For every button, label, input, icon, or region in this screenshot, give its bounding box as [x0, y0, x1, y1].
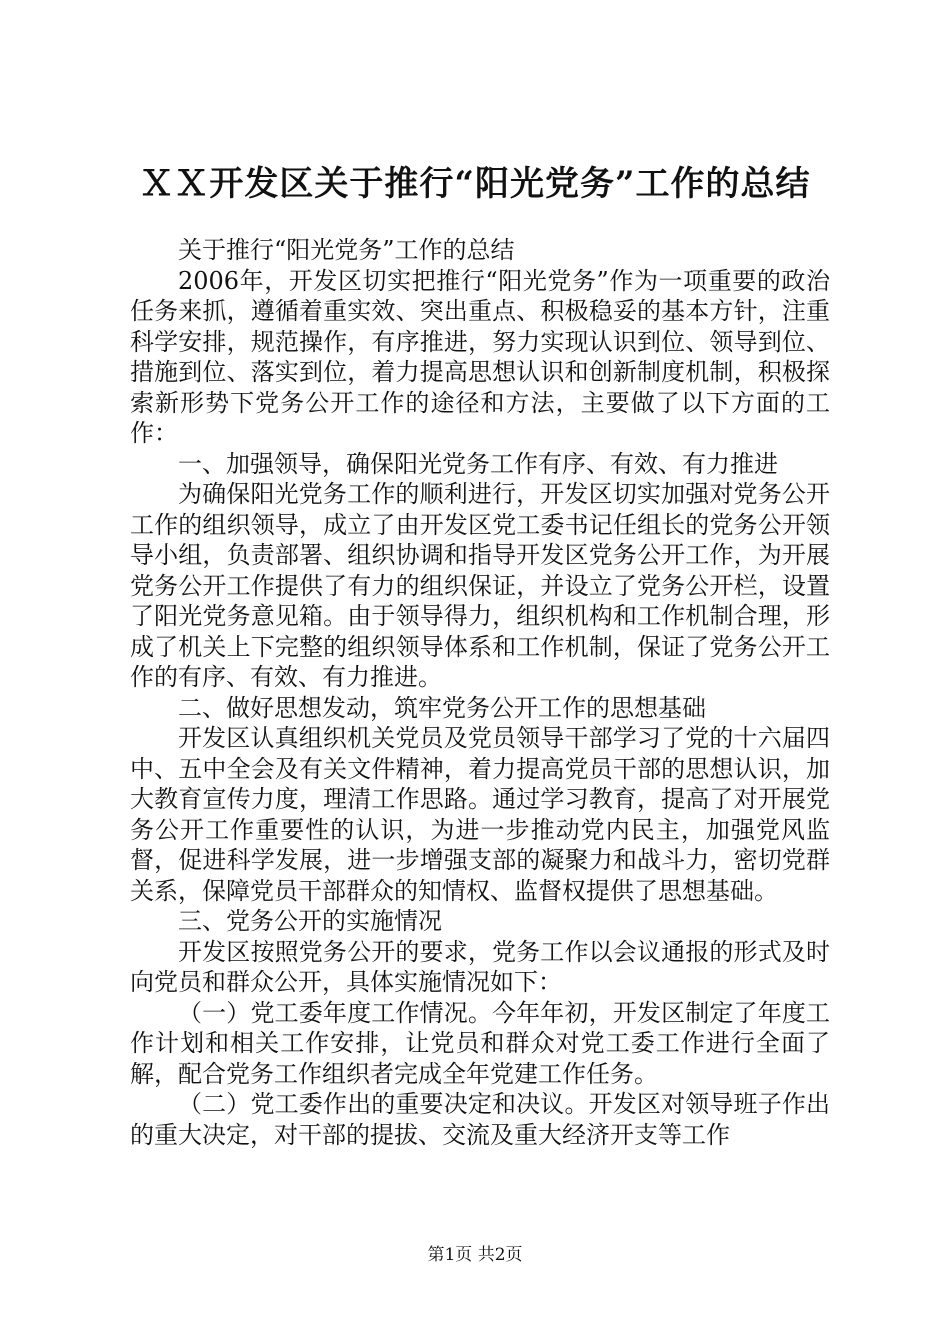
document-title: ＸＸ开发区关于推行“阳光党务”工作的总结 — [139, 164, 811, 204]
paragraph-section-1: 为确保阳光党务工作的顺利进行，开发区切实加强对党务公开工作的组织领导，成立了由开发区党工委书记任组长的党务公开领导小组，负责部署、组织协调和指导开发区党务公开工作，为开展党务公开工作提供了有力的组织保证，并设立了党务公开栏，设置了阳光党务意见箱。由于领导得力，组织机构和工作机制合理，形成了机关上下完整的组织领导体系和工作机制，保证了党务公开工作的有序、有效、有力推进。 — [130, 480, 830, 691]
section-heading-3: 三、党务公开的实施情况 — [178, 907, 442, 935]
paragraph-intro: 2006年，开发区切实把推行“阳光党务”作为一项重要的政治任务来抓，遵循着重实效、突出重点、积极稳妥的基本方针，注重科学安排，规范操作，有序推进，努力实现认识到位、领导到位、措施到位、落实到位，着力提高思想认识和创新制度机制，积极探索新形势下党务公开工作的途径和方法，主要做了以下方面的工作： — [130, 266, 830, 447]
section-heading-2: 二、做好思想发动，筑牢党务公开工作的思想基础 — [178, 693, 706, 722]
paragraph-item-1: （一）党工委年度工作情况。今年年初，开发区制定了年度工作计划和相关工作安排，让党员和群众对党工委工作进行全面了解，配合党务工作组织者完成全年党建工作任务。 — [130, 998, 830, 1088]
paragraph-subtitle: 关于推行“阳光党务”工作的总结 — [178, 236, 515, 264]
section-heading-1: 一、加强领导，确保阳光党务工作有序、有效、有力推进 — [178, 449, 778, 478]
paragraph-section-3: 开发区按照党务公开的要求，党务工作以会议通报的形式及时向党员和群众公开，具体实施情况如下： — [130, 937, 830, 996]
paragraph-section-2: 开发区认真组织机关党员及党员领导干部学习了党的十六届四中、五中全会及有关文件精神，着力提高党员干部的思想认识，加大教育宣传力度，理清工作思路。通过学习教育，提高了对开展党务公开工作重要性的认识，为进一步推动党内民主，加强党风监督，促进科学发展，进一步增强支部的凝聚力和战斗力，密切党群关系，保障党员干部群众的知情权、监督权提供了思想基础。 — [130, 724, 830, 905]
page-footer: 第1页 共2页 — [427, 1245, 523, 1265]
paragraph-item-2: （二）党工委作出的重要决定和决议。开发区对领导班子作出的重大决定，对干部的提拔、交流及重大经济开支等工作 — [130, 1090, 830, 1149]
document-body — [130, 235, 830, 1150]
